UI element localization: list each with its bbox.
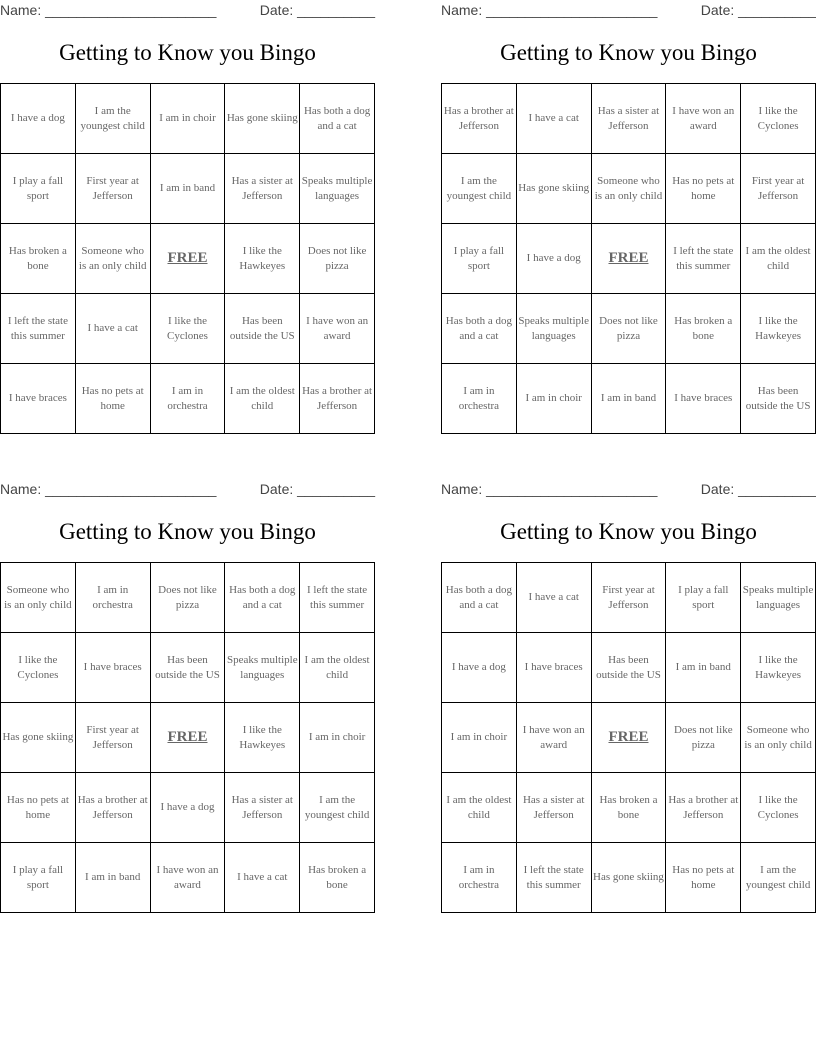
bingo-cell: I like the Hawkeyes <box>741 633 816 703</box>
bingo-cell: Does not like pizza <box>591 294 666 364</box>
bingo-cell: I am in choir <box>300 703 375 773</box>
bingo-cell: First year at Jefferson <box>75 703 150 773</box>
bingo-cell: I have braces <box>75 633 150 703</box>
free-space: FREE <box>591 703 666 773</box>
bingo-cell: I like the Cyclones <box>741 773 816 843</box>
bingo-row <box>1 773 375 843</box>
bingo-row <box>1 703 375 773</box>
bingo-cell: I have braces <box>666 364 741 434</box>
bingo-cell: Has broken a bone <box>300 843 375 913</box>
bingo-cell: Has gone skiing <box>591 843 666 913</box>
bingo-cell: Speaks multiple languages <box>741 563 816 633</box>
bingo-cell: I have won an award <box>516 703 591 773</box>
bingo-row <box>442 773 816 843</box>
bingo-row <box>1 154 375 224</box>
bingo-row <box>1 843 375 913</box>
bingo-row <box>442 84 816 154</box>
bingo-cell: Has a sister at Jefferson <box>225 154 300 224</box>
bingo-cell: I am in choir <box>442 703 517 773</box>
bingo-cell: I am in choir <box>150 84 225 154</box>
bingo-cell: I am in choir <box>516 364 591 434</box>
bingo-cell: I am the youngest child <box>75 84 150 154</box>
bingo-cell: I am in orchestra <box>442 843 517 913</box>
name-field: Name: ______________________ <box>0 2 217 18</box>
bingo-row <box>442 633 816 703</box>
card-header <box>441 2 816 20</box>
bingo-cell: I am the oldest child <box>225 364 300 434</box>
bingo-cell: I have a dog <box>1 84 76 154</box>
bingo-cell: I like the Hawkeyes <box>741 294 816 364</box>
bingo-cell: I play a fall sport <box>1 843 76 913</box>
bingo-cell: Has gone skiing <box>1 703 76 773</box>
bingo-cell: I am the oldest child <box>442 773 517 843</box>
bingo-cell: I have braces <box>516 633 591 703</box>
bingo-cell: I have a cat <box>225 843 300 913</box>
bingo-row <box>442 563 816 633</box>
card-header <box>441 481 816 499</box>
bingo-grid <box>441 83 816 434</box>
bingo-grid <box>441 562 816 913</box>
bingo-cell: I am the youngest child <box>442 154 517 224</box>
bingo-cell: Has gone skiing <box>225 84 300 154</box>
bingo-cell: I am in orchestra <box>75 563 150 633</box>
bingo-cell: Has a sister at Jefferson <box>516 773 591 843</box>
bingo-cell: I play a fall sport <box>1 154 76 224</box>
bingo-cell: I play a fall sport <box>666 563 741 633</box>
bingo-grid <box>0 83 375 434</box>
bingo-cell: I have a dog <box>442 633 517 703</box>
bingo-cell: I like the Cyclones <box>150 294 225 364</box>
bingo-cell: I have a cat <box>516 84 591 154</box>
date-field: Date: __________ <box>259 2 375 18</box>
bingo-cell: Has been outside the US <box>741 364 816 434</box>
bingo-cell: Speaks multiple languages <box>225 633 300 703</box>
name-field: Name: ______________________ <box>0 481 217 497</box>
bingo-cell: I have won an award <box>300 294 375 364</box>
bingo-cell: Has a sister at Jefferson <box>591 84 666 154</box>
card-title: Getting to Know you Bingo <box>59 519 316 544</box>
bingo-cell: First year at Jefferson <box>741 154 816 224</box>
bingo-cell: First year at Jefferson <box>75 154 150 224</box>
bingo-cell: First year at Jefferson <box>591 563 666 633</box>
bingo-cell: I have won an award <box>150 843 225 913</box>
bingo-cell: I am in orchestra <box>150 364 225 434</box>
bingo-cell: Has broken a bone <box>591 773 666 843</box>
date-field: Date: __________ <box>700 2 816 18</box>
bingo-cell: I am in orchestra <box>442 364 517 434</box>
bingo-cell: Has broken a bone <box>1 224 76 294</box>
bingo-cell: I left the state this summer <box>300 563 375 633</box>
bingo-cell: Has no pets at home <box>1 773 76 843</box>
bingo-row <box>1 224 375 294</box>
bingo-cell: Speaks multiple languages <box>516 294 591 364</box>
card-header <box>0 2 375 20</box>
bingo-cell: Has a brother at Jefferson <box>300 364 375 434</box>
card-title: Getting to Know you Bingo <box>500 40 757 65</box>
bingo-cell: Someone who is an only child <box>591 154 666 224</box>
bingo-cell: Does not like pizza <box>300 224 375 294</box>
bingo-cell: I like the Cyclones <box>1 633 76 703</box>
bingo-cell: I left the state this summer <box>666 224 741 294</box>
bingo-cell: I have won an award <box>666 84 741 154</box>
card-header <box>0 481 375 499</box>
bingo-cell: Has been outside the US <box>225 294 300 364</box>
bingo-row <box>442 224 816 294</box>
bingo-cell: I have a dog <box>150 773 225 843</box>
bingo-cell: I am in band <box>75 843 150 913</box>
bingo-cell: Has both a dog and a cat <box>225 563 300 633</box>
bingo-cell: I am in band <box>666 633 741 703</box>
bingo-row <box>442 364 816 434</box>
bingo-row <box>1 633 375 703</box>
bingo-cell: Has both a dog and a cat <box>442 563 517 633</box>
free-space: FREE <box>150 703 225 773</box>
bingo-cell: I have braces <box>1 364 76 434</box>
bingo-row <box>1 364 375 434</box>
bingo-grid <box>0 562 375 913</box>
bingo-cell: Has a sister at Jefferson <box>225 773 300 843</box>
bingo-cell: Speaks multiple languages <box>300 154 375 224</box>
bingo-cell: Has been outside the US <box>591 633 666 703</box>
card-title: Getting to Know you Bingo <box>59 40 316 65</box>
bingo-row <box>442 843 816 913</box>
bingo-cell: Has a brother at Jefferson <box>75 773 150 843</box>
bingo-cell: I left the state this summer <box>1 294 76 364</box>
bingo-cell: I am the youngest child <box>741 843 816 913</box>
bingo-cell: I play a fall sport <box>442 224 517 294</box>
bingo-row <box>1 563 375 633</box>
bingo-cell: I like the Hawkeyes <box>225 224 300 294</box>
bingo-cell: I am the youngest child <box>300 773 375 843</box>
bingo-cell: Has no pets at home <box>666 843 741 913</box>
bingo-cell: Has a brother at Jefferson <box>442 84 517 154</box>
free-space: FREE <box>591 224 666 294</box>
bingo-row <box>442 294 816 364</box>
name-field: Name: ______________________ <box>441 481 658 497</box>
bingo-cell: Has no pets at home <box>75 364 150 434</box>
bingo-row <box>442 154 816 224</box>
bingo-row <box>1 294 375 364</box>
bingo-cell: Has no pets at home <box>666 154 741 224</box>
bingo-cell: Does not like pizza <box>666 703 741 773</box>
bingo-cell: Someone who is an only child <box>75 224 150 294</box>
bingo-cell: I am in band <box>150 154 225 224</box>
bingo-row <box>1 84 375 154</box>
bingo-cell: I am in band <box>591 364 666 434</box>
bingo-cell: I have a cat <box>75 294 150 364</box>
bingo-cell: I like the Cyclones <box>741 84 816 154</box>
bingo-row <box>442 703 816 773</box>
bingo-cell: I am the oldest child <box>741 224 816 294</box>
date-field: Date: __________ <box>259 481 375 497</box>
bingo-cell: Someone who is an only child <box>1 563 76 633</box>
bingo-cell: Has a brother at Jefferson <box>666 773 741 843</box>
card-title: Getting to Know you Bingo <box>500 519 757 544</box>
bingo-cell: Has both a dog and a cat <box>442 294 517 364</box>
date-field: Date: __________ <box>700 481 816 497</box>
bingo-cell: I like the Hawkeyes <box>225 703 300 773</box>
bingo-cell: Someone who is an only child <box>741 703 816 773</box>
free-space: FREE <box>150 224 225 294</box>
bingo-cell: Has both a dog and a cat <box>300 84 375 154</box>
bingo-cell: I left the state this summer <box>516 843 591 913</box>
bingo-cell: Does not like pizza <box>150 563 225 633</box>
bingo-cell: I am the oldest child <box>300 633 375 703</box>
name-field: Name: ______________________ <box>441 2 658 18</box>
bingo-cell: Has broken a bone <box>666 294 741 364</box>
bingo-cell: I have a dog <box>516 224 591 294</box>
bingo-cell: Has been outside the US <box>150 633 225 703</box>
bingo-cell: I have a cat <box>516 563 591 633</box>
bingo-cell: Has gone skiing <box>516 154 591 224</box>
